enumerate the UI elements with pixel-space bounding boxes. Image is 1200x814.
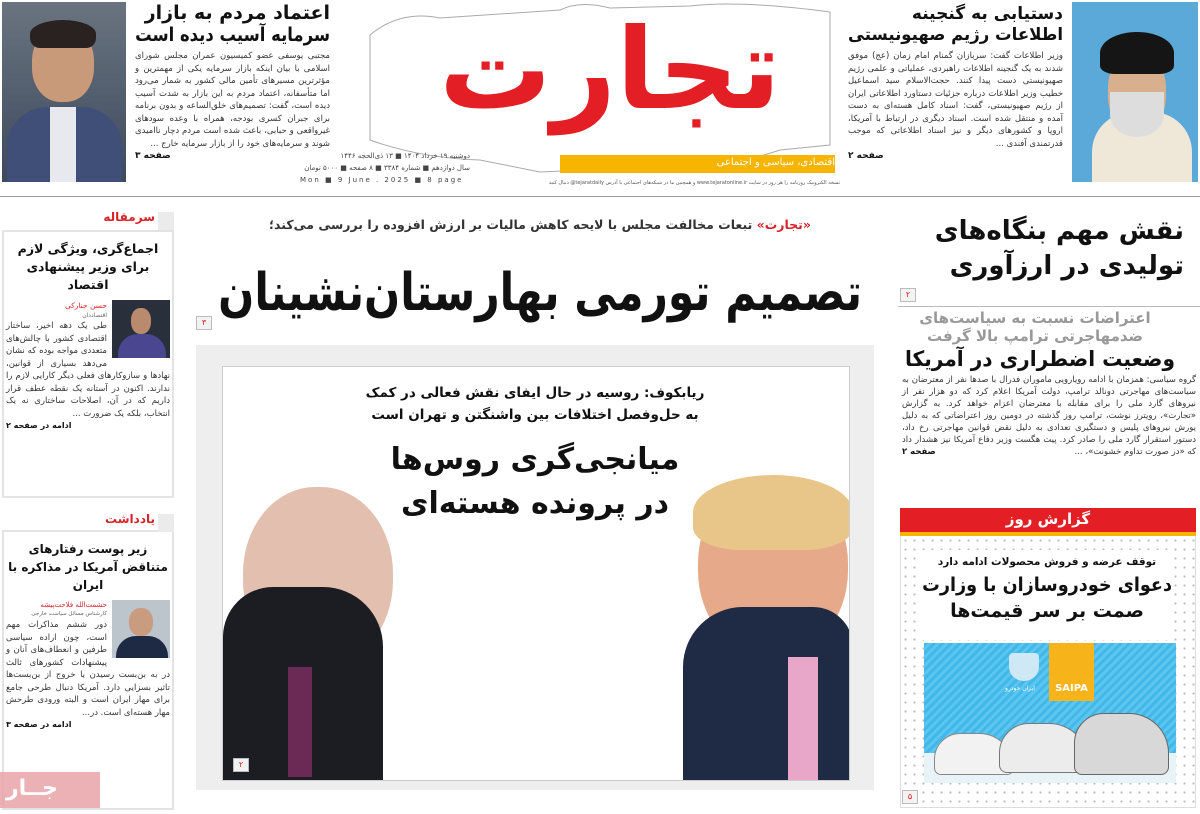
title-line: دعوای خودروسازان با وزارت — [922, 574, 1172, 596]
title-line: میانجی‌گری روس‌ها — [390, 442, 680, 477]
kicker-line: ریابکوف: روسیه در حال ایفای نقش فعالی در کمک — [365, 385, 705, 401]
editorial-tag: سرمقاله — [103, 210, 155, 224]
title-line: اطلاعات رژیم صهیونیستی — [847, 25, 1063, 45]
top-left-text: مجتبی یوسفی عضو کمیسیون عمران مجلس شورای اسلامی با بیان اینکه بازار سرمایه یکی از مهمترین و مؤثرترین مسیرهای تأمین مالی کشور به شمار می‌رود اما متأسفانه، اعتماد مردم به این بازار به شدت آسیب دیده است، گفت: تصمیم‌های خلق‌الساعه و بدون برنامه برای جبران کسری بودجه، همراه با وعده سودهای غیرواقعی و حبابی، باعث شده است مردم دچار ناامیدی شوند و سرمایه‌های خود را از بازار سرمایه خارج ... — [135, 51, 330, 149]
note-role: کارشناس مسائل سیاست خارجی — [31, 611, 107, 617]
editorial-title: اجماع‌گری، ویژگی لازم برای وزیر پیشنهادی اقتصاد — [17, 241, 159, 292]
title-line: تولیدی در ارزآوری — [949, 251, 1184, 281]
stamp-text: جــار — [6, 776, 58, 801]
feature-kicker — [360, 382, 710, 426]
editorial-content — [6, 240, 170, 433]
date-block — [300, 150, 470, 186]
title-line: در پرونده هسته‌ای — [401, 486, 669, 521]
web-note[interactable]: نسخه الکترونیک روزنامه را هر روز در سایت www.tejaratonline.ir و همچنین ما در شبکه‌های اجتماعی با آدرس tejaratdaily@ دنبال کنید — [548, 180, 840, 186]
top-left-title — [135, 2, 330, 46]
right-subtitle — [905, 309, 1165, 345]
note-author-photo — [112, 600, 170, 658]
feature-title[interactable] — [360, 438, 710, 526]
title-line: دستیابی به گنجینه — [911, 4, 1063, 24]
right-lead-title[interactable] — [922, 214, 1184, 284]
tag-square — [158, 514, 174, 532]
title-line: سرمایه آسیب دیده است — [135, 24, 330, 46]
issue-info: سال دوازدهم ■ شماره ۳۳۸۴ ■ ۸ صفحه ■ ۵۰۰۰ تومان — [304, 164, 470, 172]
kicker-text: تبعات مخالفت مجلس با لایحه کاهش مالیات بر ارزش افزوده را بررسی می‌کند؛ — [269, 217, 753, 232]
note-tag: یادداشت — [105, 512, 155, 526]
note-text: دور ششم مذاکرات مهم است، چون اراده سیاسی طرفین و انعطاف‌های آنان و پیشنهادات کشورهای ثالث در به بن‌بست رسیدن یا خروج از بن‌بست‌ها تاثیر بسزایی دارد. آمریکا دنبال طرحی جامع برای مهار ایران است و البته ورودی طرحش مهار هسته‌ای است. در... — [6, 620, 170, 718]
divider — [898, 306, 1200, 307]
title-line: نقش مهم بنگاه‌های — [934, 216, 1184, 246]
title-line: صمت بر سر قیمت‌ها — [950, 600, 1144, 622]
tag-square — [158, 212, 174, 230]
trump-suit — [683, 607, 850, 781]
right-body — [902, 374, 1196, 458]
title-line: اعتماد مردم به بازار — [144, 2, 330, 24]
top-right-page[interactable]: صفحه ۲ — [848, 151, 884, 161]
right-lead-page[interactable]: ۲ — [900, 288, 916, 302]
top-left-photo — [2, 2, 126, 182]
main-headline[interactable]: تصمیم تورمی بهارستان‌نشینان — [218, 263, 862, 323]
right-text: گروه سیاسی: همزمان با ادامه رویارویی ماموران فدرال با صدها نفر از معترضان به سیاست‌های مهاجرتی دونالد ترامپ، دولت آمریکا اعلام کرد که دو هزار نفر از نیروهای گارد ملی را برای مقابله با معترضان اعزام خواهد کرد. به گزارش «تجارت»، رویترز نوشت، ترامپ روز گذشته در دومین روز اعتراضاتی که به دلیل یورش نیروهای پلیس و دستگیری تعدادی به دلیل نقض قوانین مهاجرتی رخ داد، دستور استقرار گارد ملی را صادر کرد. پیت هگست وزیر دفاع آمریکا نیز هشدار داد که «در صورت تداوم خشونت»، ... — [902, 375, 1196, 457]
feature-photo — [222, 366, 850, 781]
report-tag: گزارش روز — [1005, 510, 1091, 528]
feature-page-ref[interactable]: ۲ — [233, 758, 249, 772]
top-right-text: وزیر اطلاعات گفت: سربازان گمنام امام زمان (عج) موفق شدند به یک گنجینه اطلاعات راهبردی، عملیاتی و علمی رژیم صهیونیستی دست پیدا کنند. حجت‌الاسلام سید اسماعیل خطیب وزیر اطلاعات درباره جزئیات دستاورد اطلاعاتی ایران از رژیم صهیونیستی، گفت: اسناد کامل هسته‌ای به دست آمده و منتقل شده است. اسناد دیگری در ارتباط با آمریکا، اروپا و کشورهای دیگر و نیز اسناد اطلاعاتی که موجب قدرتمندی آفندی ... — [848, 51, 1063, 149]
report-photo — [924, 643, 1176, 783]
subtitle-line: اعتراضات نسبت به سیاست‌های — [919, 309, 1151, 327]
report-header-stripe — [900, 532, 1196, 536]
editorial-author-photo — [112, 300, 170, 358]
right-page[interactable]: صفحه ۲ — [902, 447, 936, 457]
main-kicker — [200, 216, 880, 233]
note-more[interactable]: ادامه در صفحه ۳ — [6, 720, 72, 729]
saipa-label: SAIPA — [1055, 683, 1088, 694]
note-content — [6, 540, 170, 732]
date-english: Mon ■ 9 June . 2025 ■ 8 page — [300, 176, 464, 184]
masthead-divider — [0, 196, 1200, 197]
top-right-photo — [1072, 2, 1198, 182]
date-persian: دوشنبه ۱۹ خرداد ۱۴۰۴ ■ ۱۳ ذی‌الحجه ۱۴۴۶ — [340, 152, 470, 160]
report-page-ref[interactable]: ۵ — [902, 790, 918, 804]
logo-text: تجارت — [439, 5, 781, 135]
top-left-body — [135, 50, 330, 163]
note-title: زیر پوست رفتارهای متناقض آمریکا در مذاکره با ایران — [8, 542, 168, 592]
note-body — [6, 600, 170, 732]
kicker-brand: «تجارت» — [756, 217, 811, 232]
report-title[interactable] — [922, 572, 1172, 624]
right-title[interactable]: وضعیت اضطراری در آمریکا — [904, 347, 1175, 371]
ikco-label: ایران خودرو — [1005, 685, 1035, 692]
masthead-logo — [360, 0, 840, 175]
top-right-title — [848, 4, 1063, 46]
editorial-text: طی یک دهه اخیر، ساختار اقتصادی کشور با چالش‌های متعددی مواجه بوده که نشان می‌دهد بسیاری از قوانین، نهادها و سازوکارهای فعلی دیگر کارایی لازم را ندارند. اکنون در آستانه یک نقطه عطف قرار داریم که در آن، اصلاحات ساختاری نه یک انتخاب، بلکه یک ضرورت ... — [6, 321, 170, 419]
main-page-ref[interactable]: ۳ — [196, 316, 212, 330]
editorial-more[interactable]: ادامه در صفحه ۲ — [6, 421, 72, 430]
top-left-page[interactable]: صفحه ۳ — [135, 151, 171, 161]
editorial-body — [6, 300, 170, 433]
tagline: اقتصادی، سیاسی و اجتماعی — [716, 157, 835, 168]
car — [1074, 713, 1169, 775]
note-author: حشمت‌الله فلاحت‌پیشه — [40, 601, 107, 609]
report-kicker: توقف عرضه و فروش محصولات ادامه دارد — [937, 556, 1157, 568]
top-right-body — [848, 50, 1063, 163]
editorial-role: اقتصاددان — [82, 312, 107, 319]
subtitle-line: ضدمهاجرتی ترامپ بالا گرفت — [926, 327, 1144, 345]
kicker-line: به حل‌وفصل اختلافات بین واشنگتن و تهران است — [371, 407, 699, 423]
editorial-author: حسن جنارکی — [64, 301, 107, 310]
